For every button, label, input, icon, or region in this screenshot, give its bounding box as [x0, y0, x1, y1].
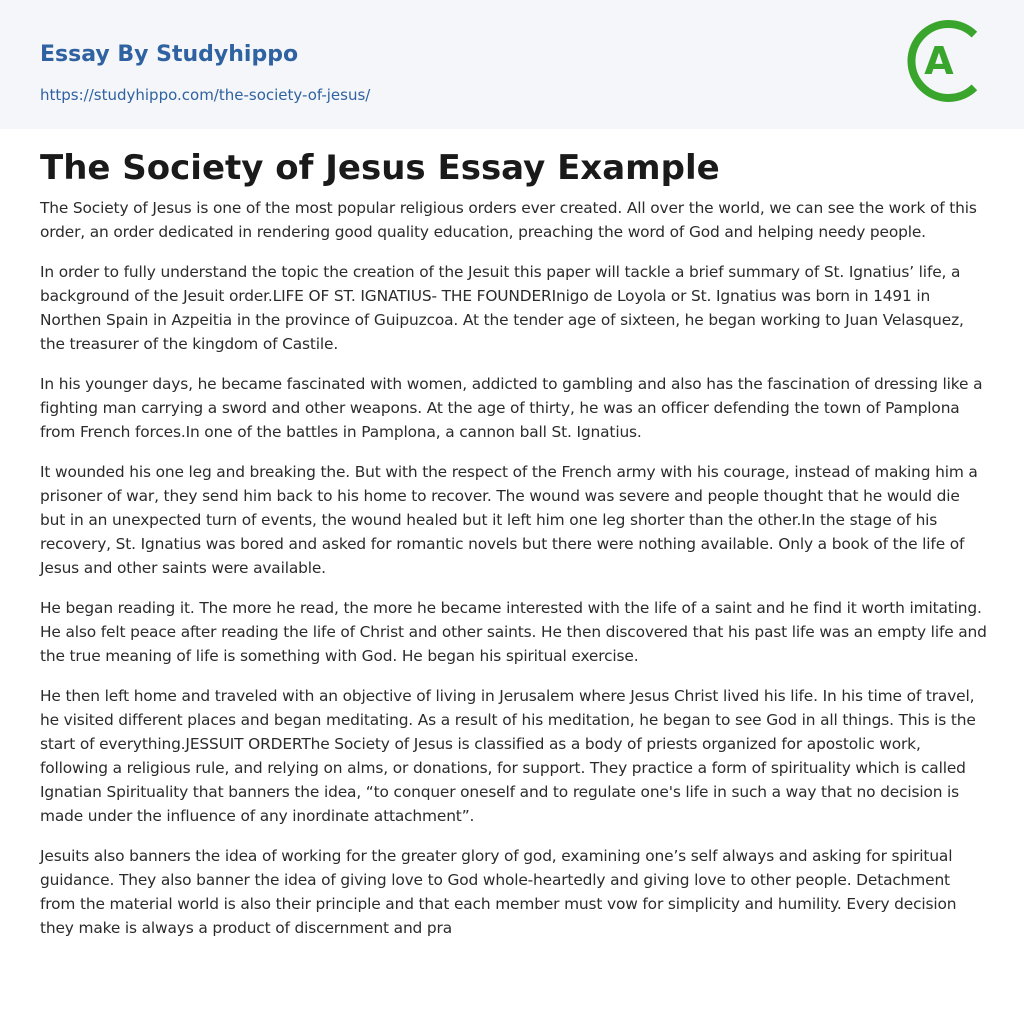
site-header	[0, 0, 1024, 129]
article-paragraph: He then left home and traveled with an objective of living in Jerusalem where Jesus Christ lived his life. In his time of travel, he visited different places and began meditating. As a result of his meditation, he began to see God in all things. This is the start of everything.JESSUIT ORDERThe Society of Jesus is classified as a body of priests organized for apostolic work, following a religious rule, and relying on alms, or donations, for support. They practice a form of spirituality which is called Ignatian Spirituality that banners the idea, “to conquer oneself and to regulate one's life in such a way that no decision is made under the influence of any inordinate attachment”.	[40, 687, 976, 825]
article-paragraph: In his younger days, he became fascinated with women, addicted to gambling and also has the fascination of dressing like a fighting man carrying a sword and other weapons. At the age of thirty, he was an officer defending the town of Pamplona from French forces.In one of the battles in Pamplona, a cannon ball St. Ignatius.	[40, 375, 983, 441]
article-paragraph: He began reading it. The more he read, the more he became interested with the life of a saint and he find it worth imitating. He also felt peace after reading the life of Christ and other saints. He then discovered that his past life was an empty life and the true meaning of life is something with God. He began his spiritual exercise.	[40, 599, 987, 665]
article-paragraph: It wounded his one leg and breaking the. But with the respect of the French army with his courage, instead of making him a prisoner of war, they send him back to his home to recover. The wound was severe and people thought that he would die but in an unexpected turn of events, the wound healed but it left him one leg shorter than the other.In the stage of his recovery, St. Ignatius was bored and asked for romantic novels but there were nothing available. Only a book of the life of Jesus and other saints were available.	[40, 463, 978, 577]
studyhippo-logo-icon[interactable]	[905, 18, 991, 104]
article-paragraph: Jesuits also banners the idea of working for the greater glory of god, examining one’s self always and asking for spiritual guidance. They also banner the idea of giving love to God whole-heartedly and giving love to other people. Detachment from the material world is also their principle and that each member must vow for simplicity and humility. Every decision they make is always a product of discernment and pra	[40, 847, 957, 937]
article-paragraph: In order to fully understand the topic the creation of the Jesuit this paper will tackle a brief summary of St. Ignatius’ life, a background of the Jesuit order.LIFE OF ST. IGNATIUS- THE FOUNDERInigo de Loyola or St. Ignatius was born in 1491 in Northen Spain in Azpeitia in the province of Guipuzcoa. At the tender age of sixteen, he began working to Juan Velasquez, the treasurer of the kingdom of Castile.	[40, 263, 964, 353]
page-title: The Society of Jesus Essay Example	[40, 148, 720, 188]
article-paragraph: The Society of Jesus is one of the most popular religious orders ever created. All over the world, we can see the work of this order, an order dedicated in rendering good quality education, preaching the word of God and helping needy people.	[40, 199, 977, 241]
article-body	[40, 146, 988, 956]
logo-letter: A	[924, 39, 954, 83]
site-brand[interactable]: Essay By Studyhippo	[40, 42, 299, 67]
page-url-link[interactable]: https://studyhippo.com/the-society-of-jesus/	[40, 86, 371, 104]
